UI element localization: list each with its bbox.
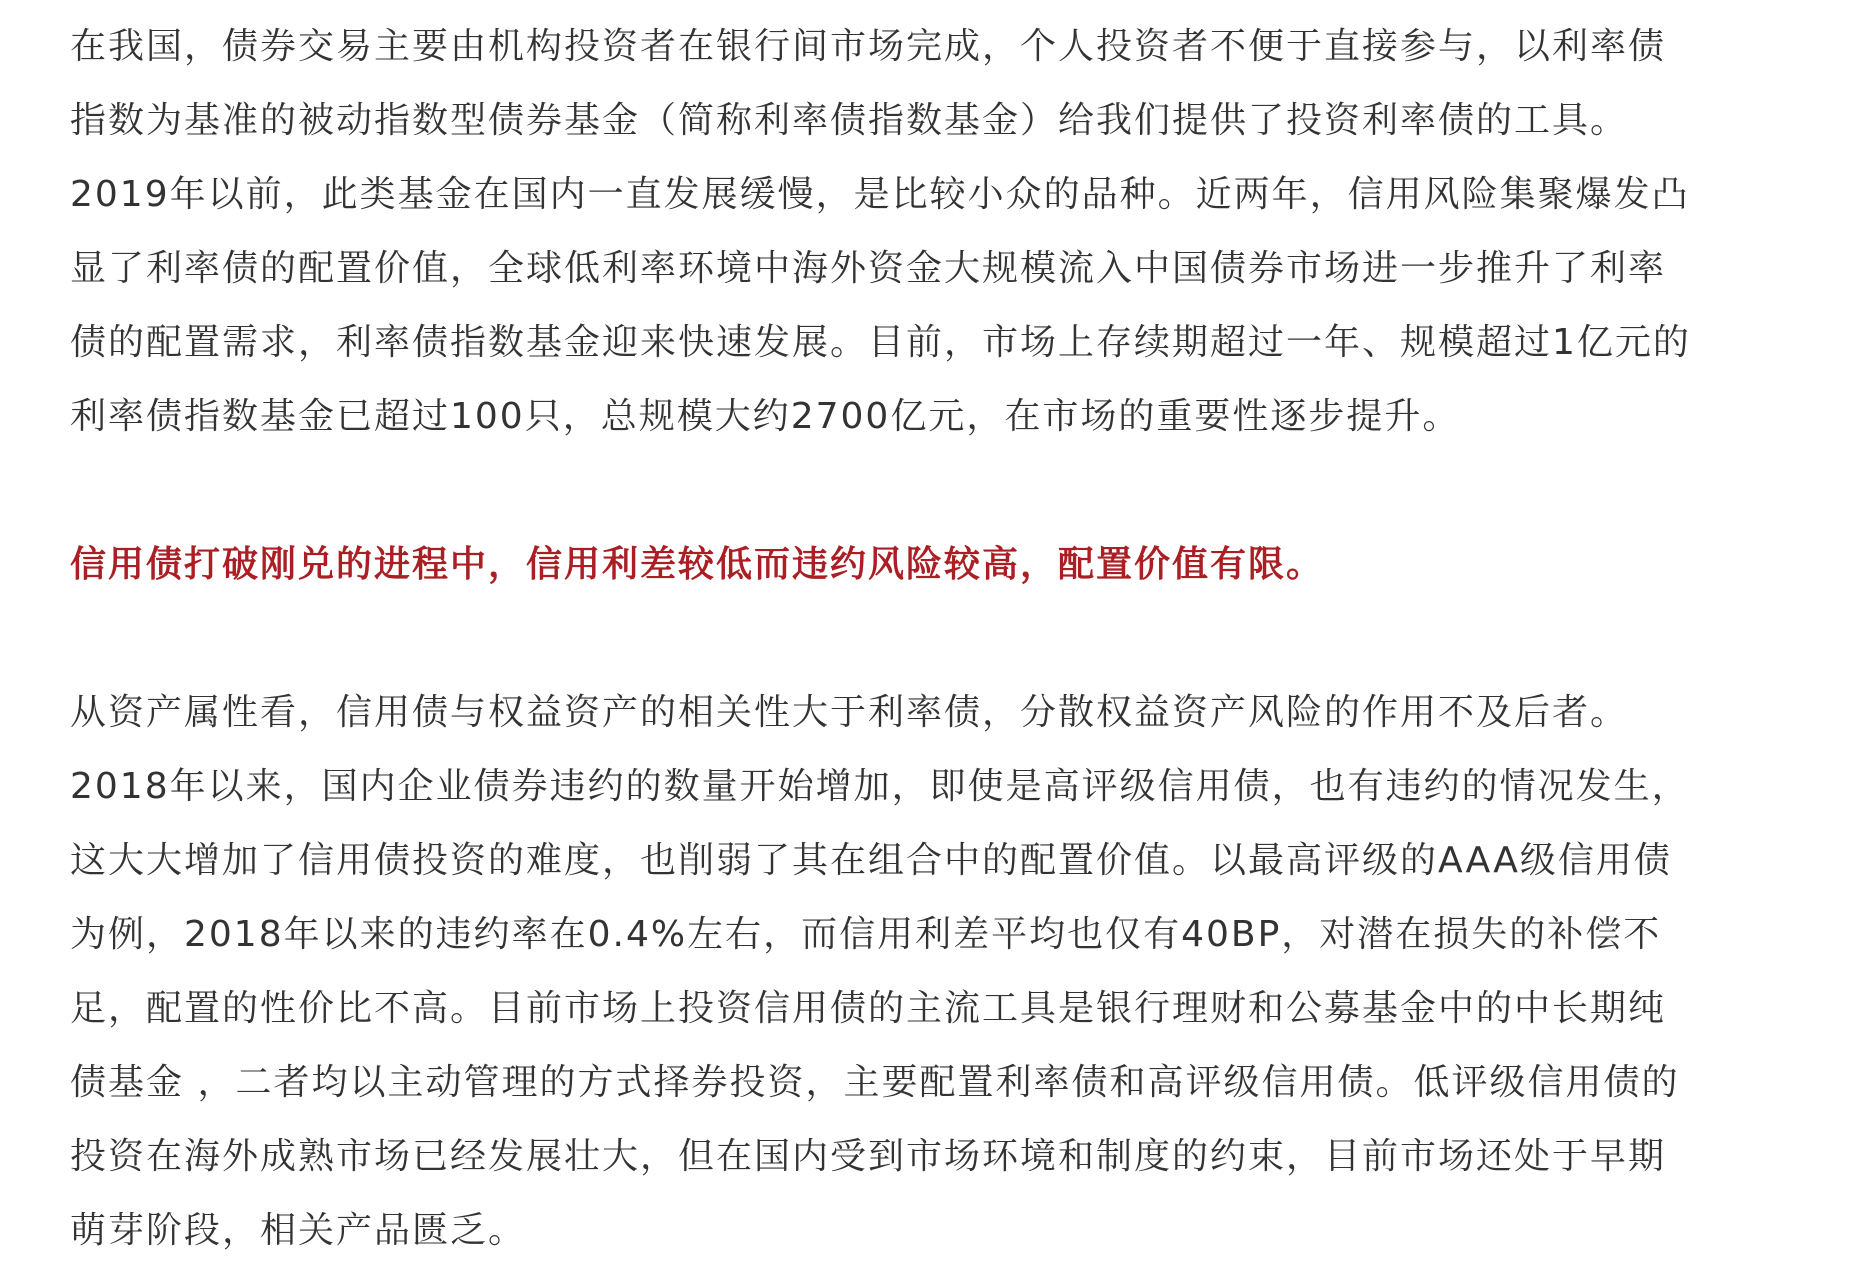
text-line: 从资产属性看，信用债与权益资产的相关性大于利率债，分散权益资产风险的作用不及后者。 bbox=[70, 692, 1629, 733]
section-headline: 信用债打破刚兑的进程中，信用利差较低而违约风险较高，配置价值有限。 bbox=[70, 544, 1325, 585]
text-line: 2019年以前，此类基金在国内一直发展缓慢，是比较小众的品种。近两年，信用风险集聚爆发凸 bbox=[70, 174, 1690, 215]
article-body bbox=[70, 10, 1790, 1268]
paragraph-interest-rate-bond-funds bbox=[70, 10, 1790, 454]
text-line: 显了利率债的配置价值，全球低利率环境中海外资金大规模流入中国债券市场进一步推升了利率 bbox=[70, 248, 1667, 289]
text-line: 投资在海外成熟市场已经发展壮大，但在国内受到市场环境和制度的约束，目前市场还处于早期 bbox=[70, 1136, 1667, 1177]
text-line: 债的配置需求，利率债指数基金迎来快速发展。目前，市场上存续期超过一年、规模超过1亿元的 bbox=[70, 322, 1691, 363]
text-line: 债基金 ，二者均以主动管理的方式择券投资，主要配置利率债和高评级信用债。低评级信用债的 bbox=[70, 1062, 1680, 1103]
text-line: 在我国，债券交易主要由机构投资者在银行间市场完成，个人投资者不便于直接参与，以利率债 bbox=[70, 26, 1667, 67]
paragraph-credit-bond-risk bbox=[70, 676, 1790, 1268]
text-line: 足，配置的性价比不高。目前市场上投资信用债的主流工具是银行理财和公募基金中的中长期纯 bbox=[70, 988, 1667, 1029]
text-line: 这大大增加了信用债投资的难度，也削弱了其在组合中的配置价值。以最高评级的AAA级信用债 bbox=[70, 840, 1672, 881]
text-line: 2018年以来，国内企业债券违约的数量开始增加，即使是高评级信用债，也有违约的情况发生， bbox=[70, 766, 1690, 807]
text-line: 指数为基准的被动指数型债券基金（简称利率债指数基金）给我们提供了投资利率债的工具。 bbox=[70, 100, 1629, 141]
text-line: 为例，2018年以来的违约率在0.4%左右，而信用利差平均也仅有40BP，对潜在损失的补偿不 bbox=[70, 914, 1662, 955]
text-line: 利率债指数基金已超过100只，总规模大约2700亿元，在市场的重要性逐步提升。 bbox=[70, 396, 1461, 437]
text-line: 萌芽阶段，相关产品匮乏。 bbox=[70, 1210, 527, 1251]
